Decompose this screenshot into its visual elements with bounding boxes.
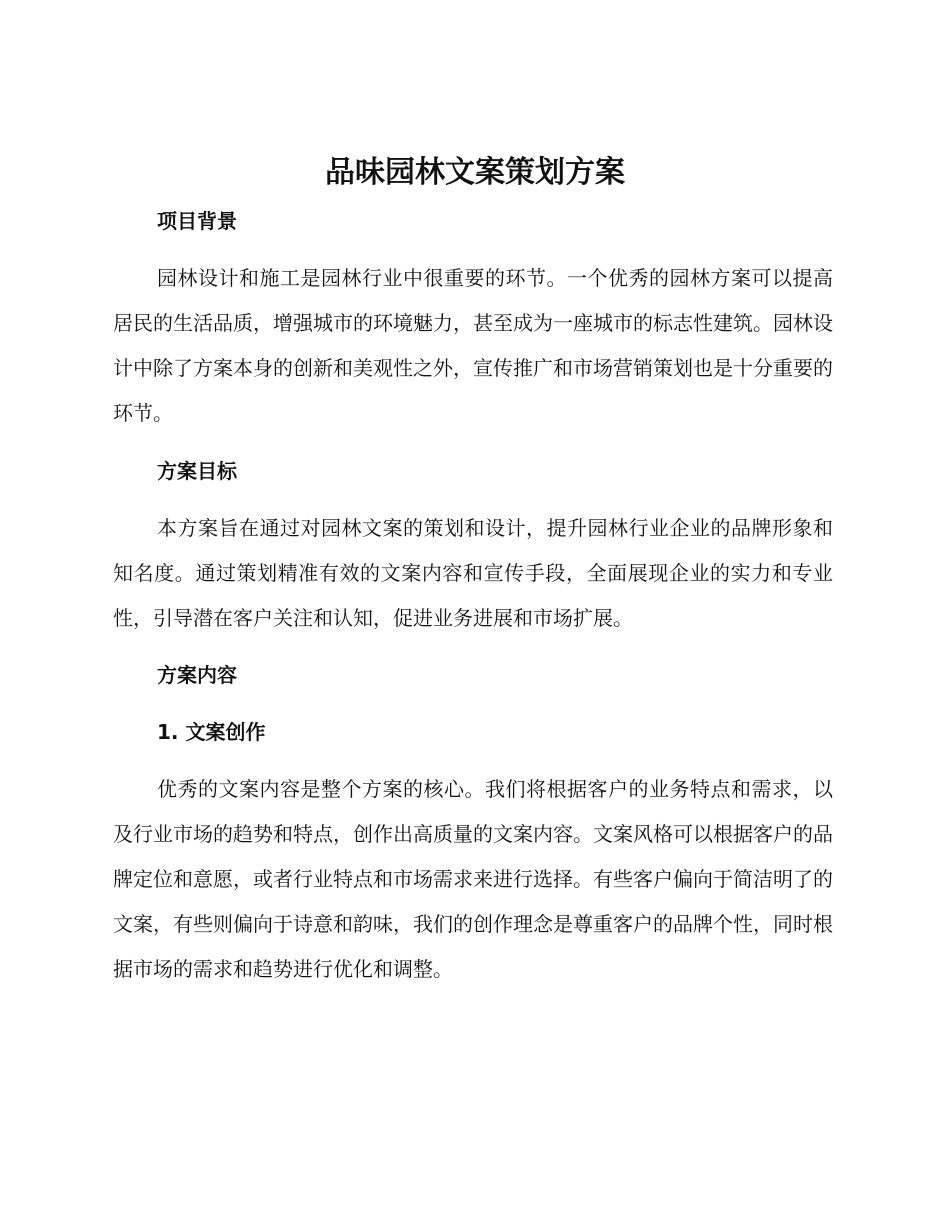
section-paragraph-background: 园林设计和施工是园林行业中很重要的环节。一个优秀的园林方案可以提高居民的生活品质，增强城市的环境魅力，甚至成为一座城市的标志性建筑。园林设计中除了方案本身的创新和美观性之外，宣传推广和市场营销策划也是十分重要的环节。 (113, 266, 833, 425)
section-paragraph-goal: 本方案旨在通过对园林文案的策划和设计，提升园林行业企业的品牌形象和知名度。通过策划精准有效的文案内容和宣传手段，全面展现企业的实力和专业性，引导潜在客户关注和认知，促进业务进展和市场扩展。 (113, 516, 833, 630)
section-heading-goal: 方案目标 (157, 459, 237, 483)
subsection-paragraph-copywriting: 优秀的文案内容是整个方案的核心。我们将根据客户的业务特点和需求，以及行业市场的趋势和特点，创作出高质量的文案内容。文案风格可以根据客户的品牌定位和意愿，或者行业特点和市场需求来进行选择。有些客户偏向于简洁明了的文案，有些则偏向于诗意和韵味，我们的创作理念是尊重客户的品牌个性，同时根据市场的需求和趋势进行优化和调整。 (113, 777, 833, 981)
subsection-heading-copywriting: 1. 文案创作 (157, 720, 266, 744)
document-title: 品味园林文案策划方案 (325, 155, 625, 190)
section-heading-background: 项目背景 (157, 209, 237, 233)
section-heading-content: 方案内容 (157, 663, 237, 687)
